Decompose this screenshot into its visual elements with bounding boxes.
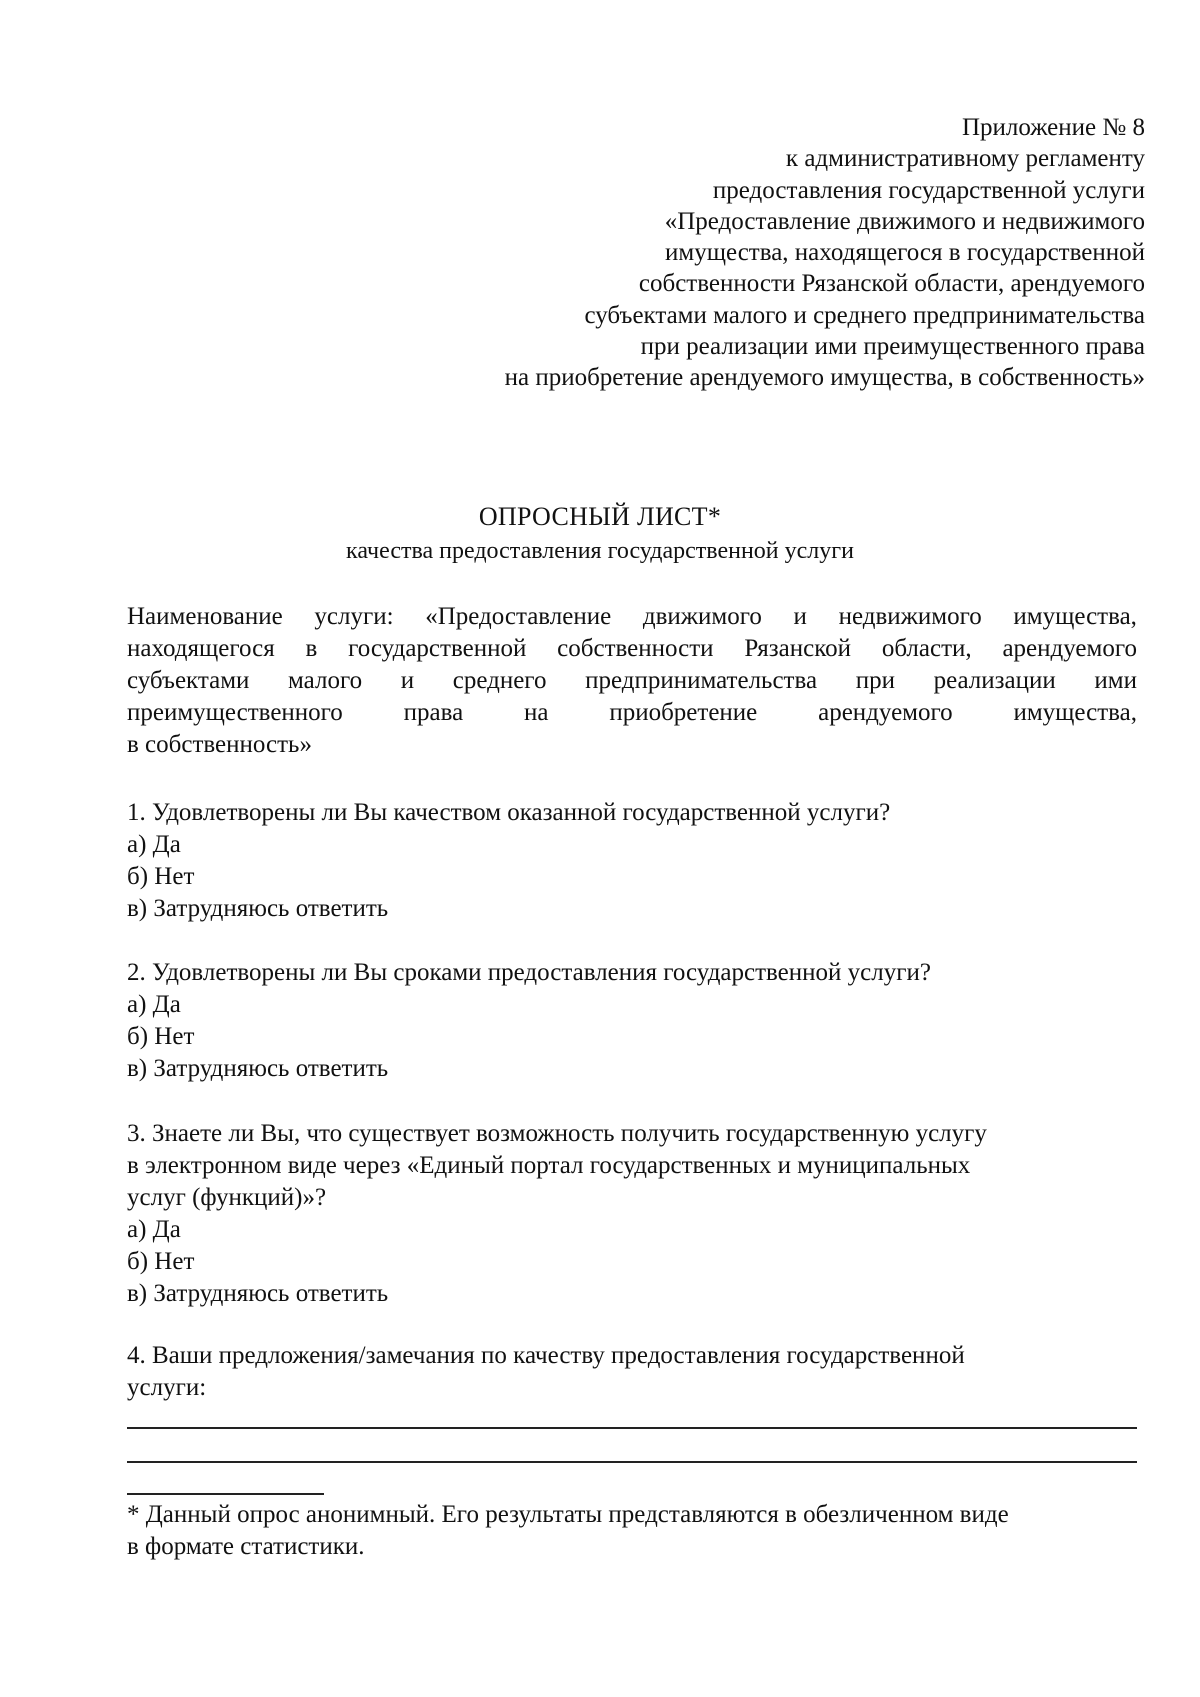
question-1: [127, 797, 1137, 925]
word: арендуемого: [1002, 635, 1137, 662]
answer-option: в) Затрудняюсь ответить: [127, 1055, 389, 1082]
word: имущества,: [1013, 603, 1137, 630]
word: права: [403, 699, 464, 726]
question-3: [127, 1118, 1137, 1310]
answer-option: б) Нет: [127, 863, 195, 890]
appendix-line: имущества, находящегося в государственной: [665, 239, 1145, 267]
service-line: [127, 633, 1137, 665]
word: предпринимательства: [585, 667, 818, 694]
answer-fill-line: [127, 1461, 1137, 1463]
word: малого: [288, 667, 363, 694]
word: Наименование: [127, 603, 283, 630]
appendix-line: к административному регламенту: [785, 145, 1145, 173]
question-text: в электронном виде через «Единый портал государственных и муниципальных: [127, 1152, 971, 1179]
word: собственности: [557, 635, 714, 662]
appendix-line: собственности Рязанской области, арендуемого: [638, 270, 1145, 298]
appendix-line: предоставления государственной услуги: [712, 176, 1145, 204]
appendix-line: субъектами малого и среднего предпринимательства: [584, 301, 1145, 329]
document-subtitle: качества предоставления государственной услуги: [346, 538, 854, 564]
word: приобретение: [609, 699, 758, 726]
answer-fill-line: [127, 1427, 1137, 1429]
appendix-line: «Предоставление движимого и недвижимого: [664, 207, 1145, 235]
answer-option: а) Да: [127, 1216, 181, 1243]
answer-option: в) Затрудняюсь ответить: [127, 895, 389, 922]
answer-option: в) Затрудняюсь ответить: [127, 1280, 389, 1307]
word: движимого: [642, 603, 762, 630]
appendix-header: [345, 112, 1145, 394]
question-text: 2. Удовлетворены ли Вы сроками предоставления государственной услуги?: [127, 959, 931, 986]
answer-option: а) Да: [127, 991, 181, 1018]
answer-option: а) Да: [127, 831, 181, 858]
service-name-paragraph: [127, 601, 1137, 761]
word: арендуемого: [818, 699, 953, 726]
question-4: [127, 1340, 1137, 1404]
word: государственной: [348, 635, 527, 662]
word: реализации: [933, 667, 1056, 694]
word: Рязанской: [744, 635, 851, 662]
footnote: [127, 1499, 1137, 1563]
word: «Предоставление: [425, 603, 612, 630]
service-line: [127, 697, 1137, 729]
word: среднего: [452, 667, 547, 694]
answer-option: б) Нет: [127, 1248, 195, 1275]
footnote-separator: [127, 1493, 324, 1495]
question-text: 1. Удовлетворены ли Вы качеством оказанной государственной услуги?: [127, 799, 891, 826]
service-line: [127, 665, 1137, 697]
service-line: [127, 601, 1137, 633]
word: при: [855, 667, 895, 694]
word: области,: [881, 635, 972, 662]
word: имущества,: [1013, 699, 1137, 726]
appendix-line: при реализации ими преимущественного права: [640, 333, 1145, 361]
word: недвижимого: [838, 603, 982, 630]
word: в: [305, 635, 318, 662]
word: и: [793, 603, 807, 630]
question-text: 3. Знаете ли Вы, что существует возможность получить государственную услугу: [127, 1120, 987, 1147]
answer-option: б) Нет: [127, 1023, 195, 1050]
question-text: 4. Ваши предложения/замечания по качеству предоставления государственной: [127, 1342, 965, 1369]
question-text: услуги:: [127, 1374, 207, 1401]
service-line: в собственность»: [127, 731, 312, 758]
footnote-line: в формате статистики.: [127, 1533, 365, 1560]
appendix-line: на приобретение арендуемого имущества, в собственность»: [504, 364, 1145, 392]
word: преимущественного: [127, 699, 343, 726]
word: и: [400, 667, 415, 694]
word: услуги:: [314, 603, 394, 630]
question-text: услуг (функций)»?: [127, 1184, 327, 1211]
word: ими: [1094, 667, 1137, 694]
appendix-line: Приложение № 8: [961, 114, 1145, 141]
word: на: [524, 699, 549, 726]
footnote-line: * Данный опрос анонимный. Его результаты представляются в обезличенном виде: [127, 1501, 1009, 1528]
word: субъектами: [127, 667, 250, 694]
document-title: ОПРОСНЫЙ ЛИСТ*: [478, 502, 722, 531]
question-2: [127, 957, 1137, 1085]
word: находящегося: [127, 635, 275, 662]
